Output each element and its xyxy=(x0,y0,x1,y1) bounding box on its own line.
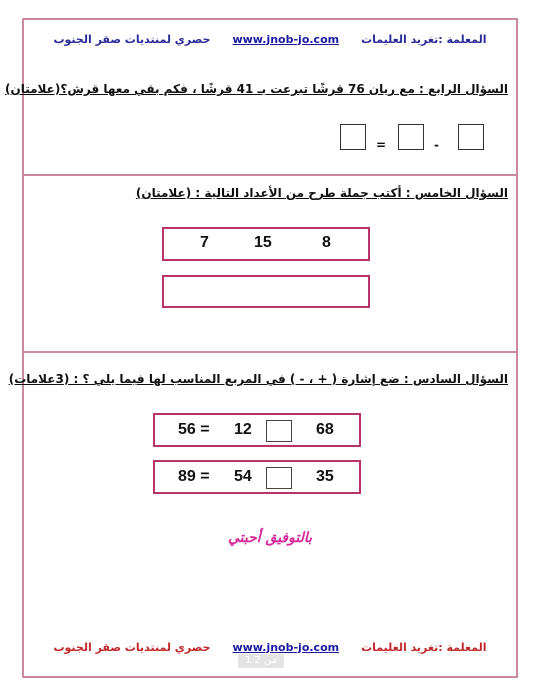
q6-row-1-right: 68 xyxy=(316,421,334,438)
q6-row-1-sign-box[interactable] xyxy=(266,420,292,442)
q6-row-2-mid: 54 xyxy=(234,468,252,485)
q6-row-2-sign-box[interactable] xyxy=(266,467,292,489)
header-teacher: المعلمة :تغريد العليمات xyxy=(361,32,487,46)
q4-equals-sign: = xyxy=(376,138,387,152)
footer-exclusive: حصري لمنتديات صقر الجنوب xyxy=(53,640,211,654)
q6-row-2-left: 89 = xyxy=(178,468,210,485)
q4-answer-box-3[interactable] xyxy=(458,124,484,150)
q6-row-1-left: 56 = xyxy=(178,421,210,438)
q5-answer-box[interactable] xyxy=(162,275,370,308)
closing-wish: بالتوفيق أحبتي xyxy=(227,530,312,546)
question-6-text: السؤال السادس : ضع إشارة ( + ، - ) في المربع المناسب لها فيما يلي ؟ : (3علامات) xyxy=(8,372,508,386)
footer-teacher: المعلمة :تغريد العليمات xyxy=(361,640,487,654)
page-frame xyxy=(22,18,518,678)
section-divider-2 xyxy=(22,351,518,353)
footer-site-link[interactable]: www.jnob-jo.com xyxy=(232,640,340,654)
q5-number-2: 15 xyxy=(254,234,272,251)
q5-number-1: 7 xyxy=(200,234,209,251)
q4-answer-box-2[interactable] xyxy=(398,124,424,150)
q6-row-1-mid: 12 xyxy=(234,421,252,438)
header-exclusive: حصري لمنتديات صقر الجنوب xyxy=(53,32,211,46)
q4-minus-sign: - xyxy=(434,138,439,152)
question-5-text: السؤال الخامس : أكتب جملة طرح من الأعداد التالية : (علامتان) xyxy=(135,186,508,200)
q4-answer-box-1[interactable] xyxy=(340,124,366,150)
page-number: 1 من 2 xyxy=(238,654,284,668)
section-divider-1 xyxy=(22,174,518,176)
q5-number-3: 8 xyxy=(322,234,331,251)
q6-row-2-right: 35 xyxy=(316,468,334,485)
page-header xyxy=(53,30,487,48)
header-site-link[interactable]: www.jnob-jo.com xyxy=(232,32,340,46)
question-4-text: السؤال الرابع : مع ريان 76 قرشًا تبرعت بـ 41 قرشًا ، فكم بقي معها قرش؟(علامتان) xyxy=(5,82,508,96)
